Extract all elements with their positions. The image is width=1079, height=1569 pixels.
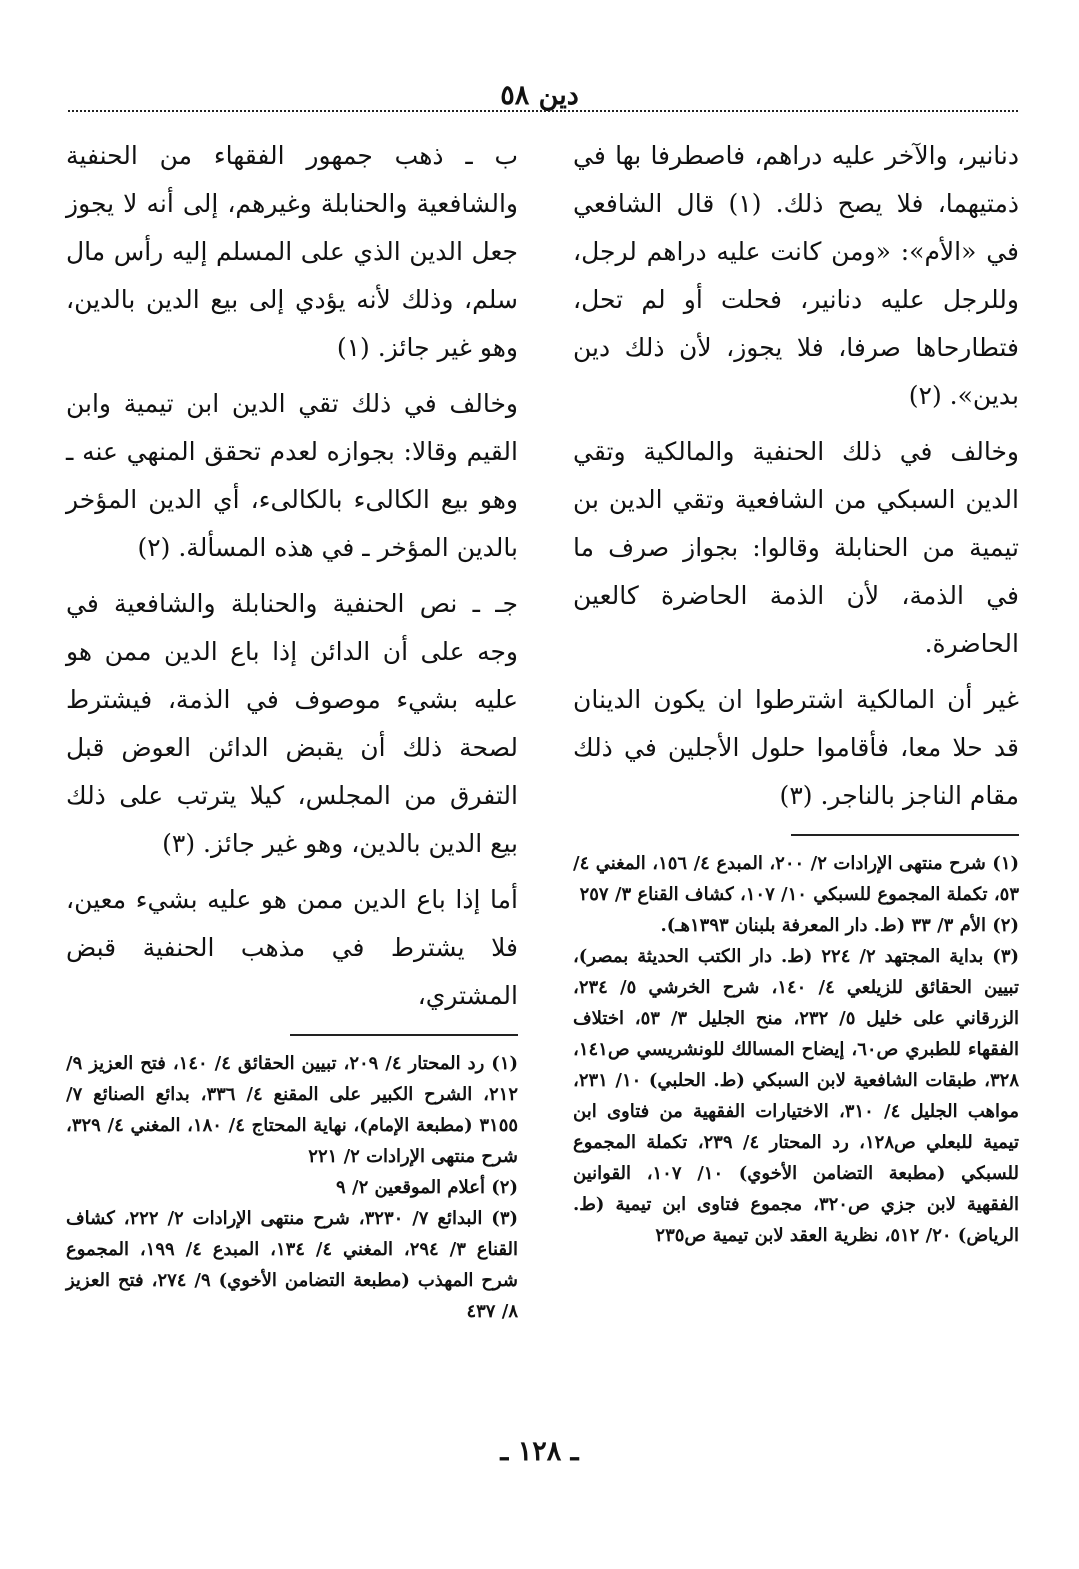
left-footnote-1: (١) رد المحتار ٤/ ٢٠٩، تبيين الحقائق ٤/ ١٤٠، فتح العزيز ٩/ ٢١٢، الشرح الكبير على المقنع ٤/ ٣٣٦، بدائع الصنائع ٧/ ٣١٥٥ (مطبعة الإمام)، نهاية المحتاج ٤/ ١٨٠، المغني ٤/ ٣٢٩، شرح منتهى الإرادات ٢/ ٢٢١	[66, 1053, 519, 1167]
page-header: دين ٥٨	[500, 80, 579, 111]
right-paragraph-1: دنانير، والآخر عليه دراهم، فاصطرفا بها في ذمتيهما، فلا يصح ذلك. (١) قال الشافعي في «الأم»: «ومن كانت عليه دراهم لرجل، وللرجل عليه دنانير، فحلت أو لم تحل، فتطارحاها صرفا، فلا يجوز، لأن ذلك دين بدين». (٢)	[573, 141, 1019, 410]
left-footnote-2: (٢) أعلام الموقعين ٢/ ٩	[336, 1177, 518, 1198]
left-paragraph-2: وخالف في ذلك تقي الدين ابن تيمية وابن القيم وقالا: بجوازه لعدم تحقق المنهي عنه ـ وهو بيع الكالىء بالكالىء، أي الدين المؤخر بالدين المؤخر ـ في هذه المسألة. (٢)	[66, 389, 518, 562]
left-column	[66, 132, 518, 1327]
right-column	[573, 132, 1019, 1251]
left-footnote-rule	[290, 1034, 518, 1036]
left-paragraph-1: ب ـ ذهب جمهور الفقهاء من الحنفية والشافعية والحنابلة وغيرهم، إلى أنه لا يجوز جعل الدين الذي على المسلم إليه رأس مال سلم، وذلك لأنه يؤدي إلى بيع الدين بالدين، وهو غير جائز. (١)	[66, 141, 518, 362]
right-footnote-rule	[791, 834, 1019, 836]
header-dotted-rule	[68, 110, 1018, 112]
left-paragraph-4: أما إذا باع الدين ممن هو عليه بشيء معين، فلا يشترط في مذهب الحنفية قبض المشتري،	[66, 885, 518, 1010]
page-number: ـ ١٢٨ ـ	[500, 1436, 579, 1467]
left-footnote-3: (٣) البدائع ٧/ ٣٢٣٠، شرح منتهى الإرادات ٢/ ٢٢٢، كشاف القناع ٣/ ٢٩٤، المغني ٤/ ١٣٤، المبدع ٤/ ١٩٩، المجموع شرح المهذب (مطبعة التضامن الأخوي) ٩/ ٢٧٤، فتح العزيز ٨/ ٤٣٧	[66, 1208, 519, 1322]
right-footnote-1: (١) شرح منتهى الإرادات ٢/ ٢٠٠، المبدع ٤/ ١٥٦، المغني ٤/ ٥٣، تكملة المجموع للسبكي ١٠/ ١٠٧، كشاف القناع ٣/ ٢٥٧	[573, 853, 1020, 905]
right-footnote-2: (٢) الأم ٣/ ٣٣ (ط. دار المعرفة بلبنان ١٣٩٣هـ).	[660, 915, 1019, 936]
left-paragraph-3: جـ ـ نص الحنفية والحنابلة والشافعية في وجه على أن الدائن إذا باع الدين ممن هو عليه بشيء موصوف في الذمة، فيشترط لصحة ذلك أن يقبض الدائن العوض قبل التفرق من المجلس، كيلا يترتب على ذلك بيع الدين بالدين، وهو غير جائز. (٣)	[66, 589, 518, 858]
right-paragraph-2: وخالف في ذلك الحنفية والمالكية وتقي الدين السبكي من الشافعية وتقي الدين بن تيمية من الحنابلة وقالوا: بجواز صرف ما في الذمة، لأن الذمة الحاضرة كالعين الحاضرة.	[573, 437, 1019, 658]
right-paragraph-3: غير أن المالكية اشترطوا ان يكون الدينان قد حلا معا، فأقاموا حلول الأجلين في ذلك مقام الناجز بالناجر. (٣)	[573, 685, 1019, 810]
right-footnote-3: (٣) بداية المجتهد ٢/ ٢٢٤ (ط. دار الكتب الحديثة بمصر)، تبيين الحقائق للزيلعي ٤/ ١٤٠، شرح الخرشي ٥/ ٢٣٤، الزرقاني على خليل ٥/ ٢٣٢، منح الجليل ٣/ ٥٣، اختلاف الفقهاء للطبري ص٦٠، إيضاح المسالك للونشريسي ص١٤١، ٣٢٨، طبقات الشافعية لابن السبكي (ط. الحلبي) ١٠/ ٢٣١، مواهب الجليل ٤/ ٣١٠، الاختيارات الفقهية من فتاوى ابن تيمية للبعلي ص١٢٨، رد المحتار ٤/ ٢٣٩، تكملة المجموع للسبكي (مطبعة التضامن الأخوي) ١٠/ ١٠٧، القوانين الفقهية لابن جزي ص٣٢٠، مجموع فتاوى ابن تيمية (ط. الرياض) ٢٠/ ٥١٢، نظرية العقد لابن تيمية ص٢٣٥	[573, 946, 1020, 1246]
